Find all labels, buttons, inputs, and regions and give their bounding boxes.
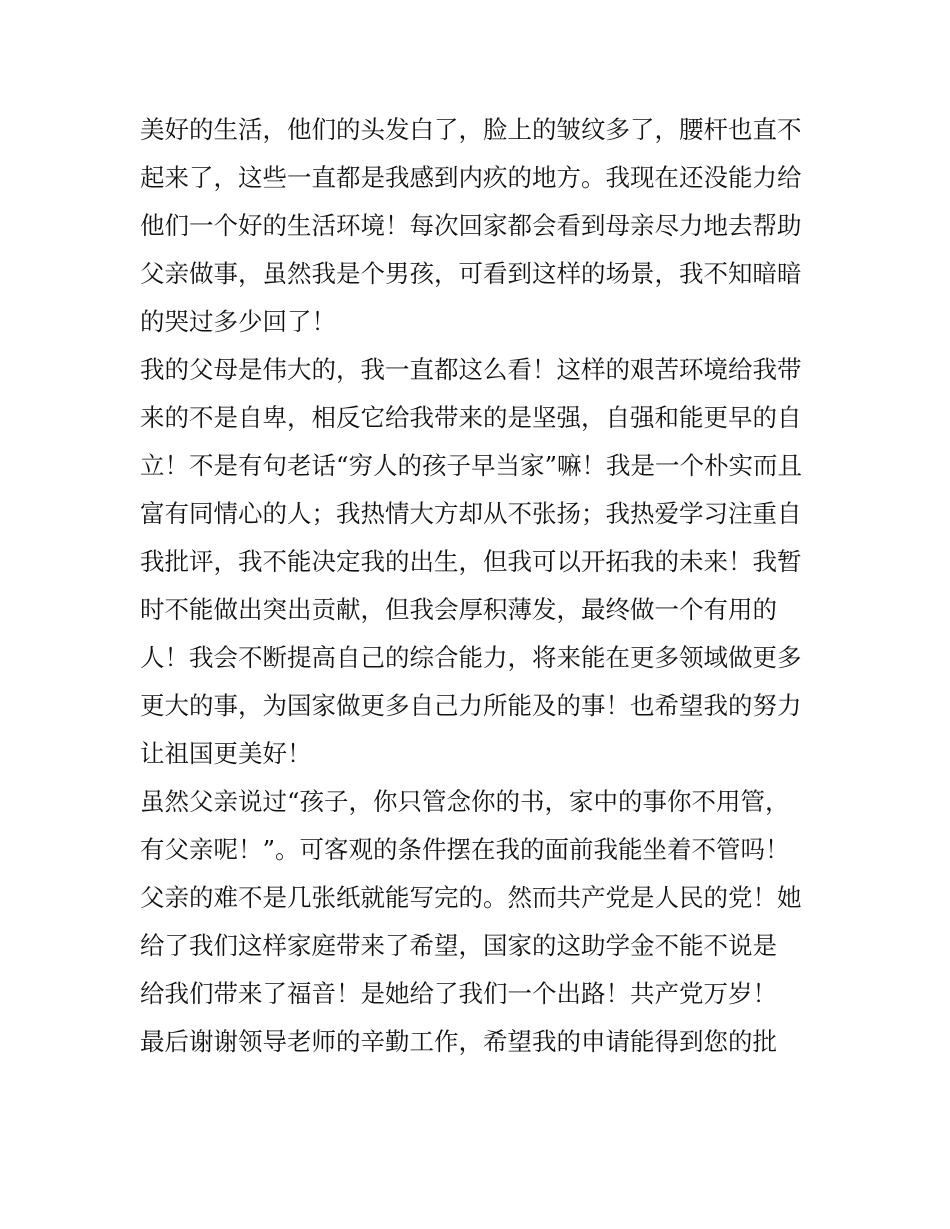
text-line: 给我们带来了福音！是她给了我们一个出路！共产党万岁！	[140, 979, 777, 1008]
text-line: 来的不是自卑，相反它给我带来的是坚强，自强和能更早的自	[140, 403, 802, 432]
text-line: 人！我会不断提高自己的综合能力，将来能在更多领域做更多	[140, 643, 802, 672]
text-line: 父亲做事，虽然我是个男孩，可看到这样的场景，我不知暗暗	[140, 259, 802, 288]
text-line: 我的父母是伟大的，我一直都这么看！这样的艰苦环境给我带	[140, 355, 802, 384]
text-line: 有父亲呢！”。可客观的条件摆在我的面前我能坐着不管吗！	[140, 835, 790, 864]
text-line: 最后谢谢领导老师的辛勤工作，希望我的申请能得到您的批	[140, 1027, 777, 1056]
text-line: 让祖国更美好！	[140, 739, 312, 768]
text-line: 虽然父亲说过“孩子，你只管念你的书，家中的事你不用管，	[140, 787, 790, 816]
text-line: 美好的生活，他们的头发白了，脸上的皱纹多了，腰杆也直不	[140, 115, 802, 144]
text-line: 更大的事，为国家做更多自己力所能及的事！也希望我的努力	[140, 691, 802, 720]
text-line: 富有同情心的人；我热情大方却从不张扬；我热爱学习注重自	[140, 499, 802, 528]
text-line: 他们一个好的生活环境！每次回家都会看到母亲尽力地去帮助	[140, 211, 802, 240]
text-line: 的哭过多少回了！	[140, 307, 336, 336]
text-line: 我批评，我不能决定我的出生，但我可以开拓我的未来！我暂	[140, 547, 802, 576]
text-line: 父亲的难不是几张纸就能写完的。然而共产党是人民的党！她	[140, 883, 802, 912]
text-line: 立！不是有句老话“穷人的孩子早当家”嘛！我是一个朴实而且	[140, 451, 803, 480]
text-line: 时不能做出突出贡献，但我会厚积薄发，最终做一个有用的	[140, 595, 777, 624]
text-line: 起来了，这些一直都是我感到内疚的地方。我现在还没能力给	[140, 163, 802, 192]
document-body	[140, 106, 820, 1066]
text-line: 给了我们这样家庭带来了希望，国家的这助学金不能不说是	[140, 931, 777, 960]
